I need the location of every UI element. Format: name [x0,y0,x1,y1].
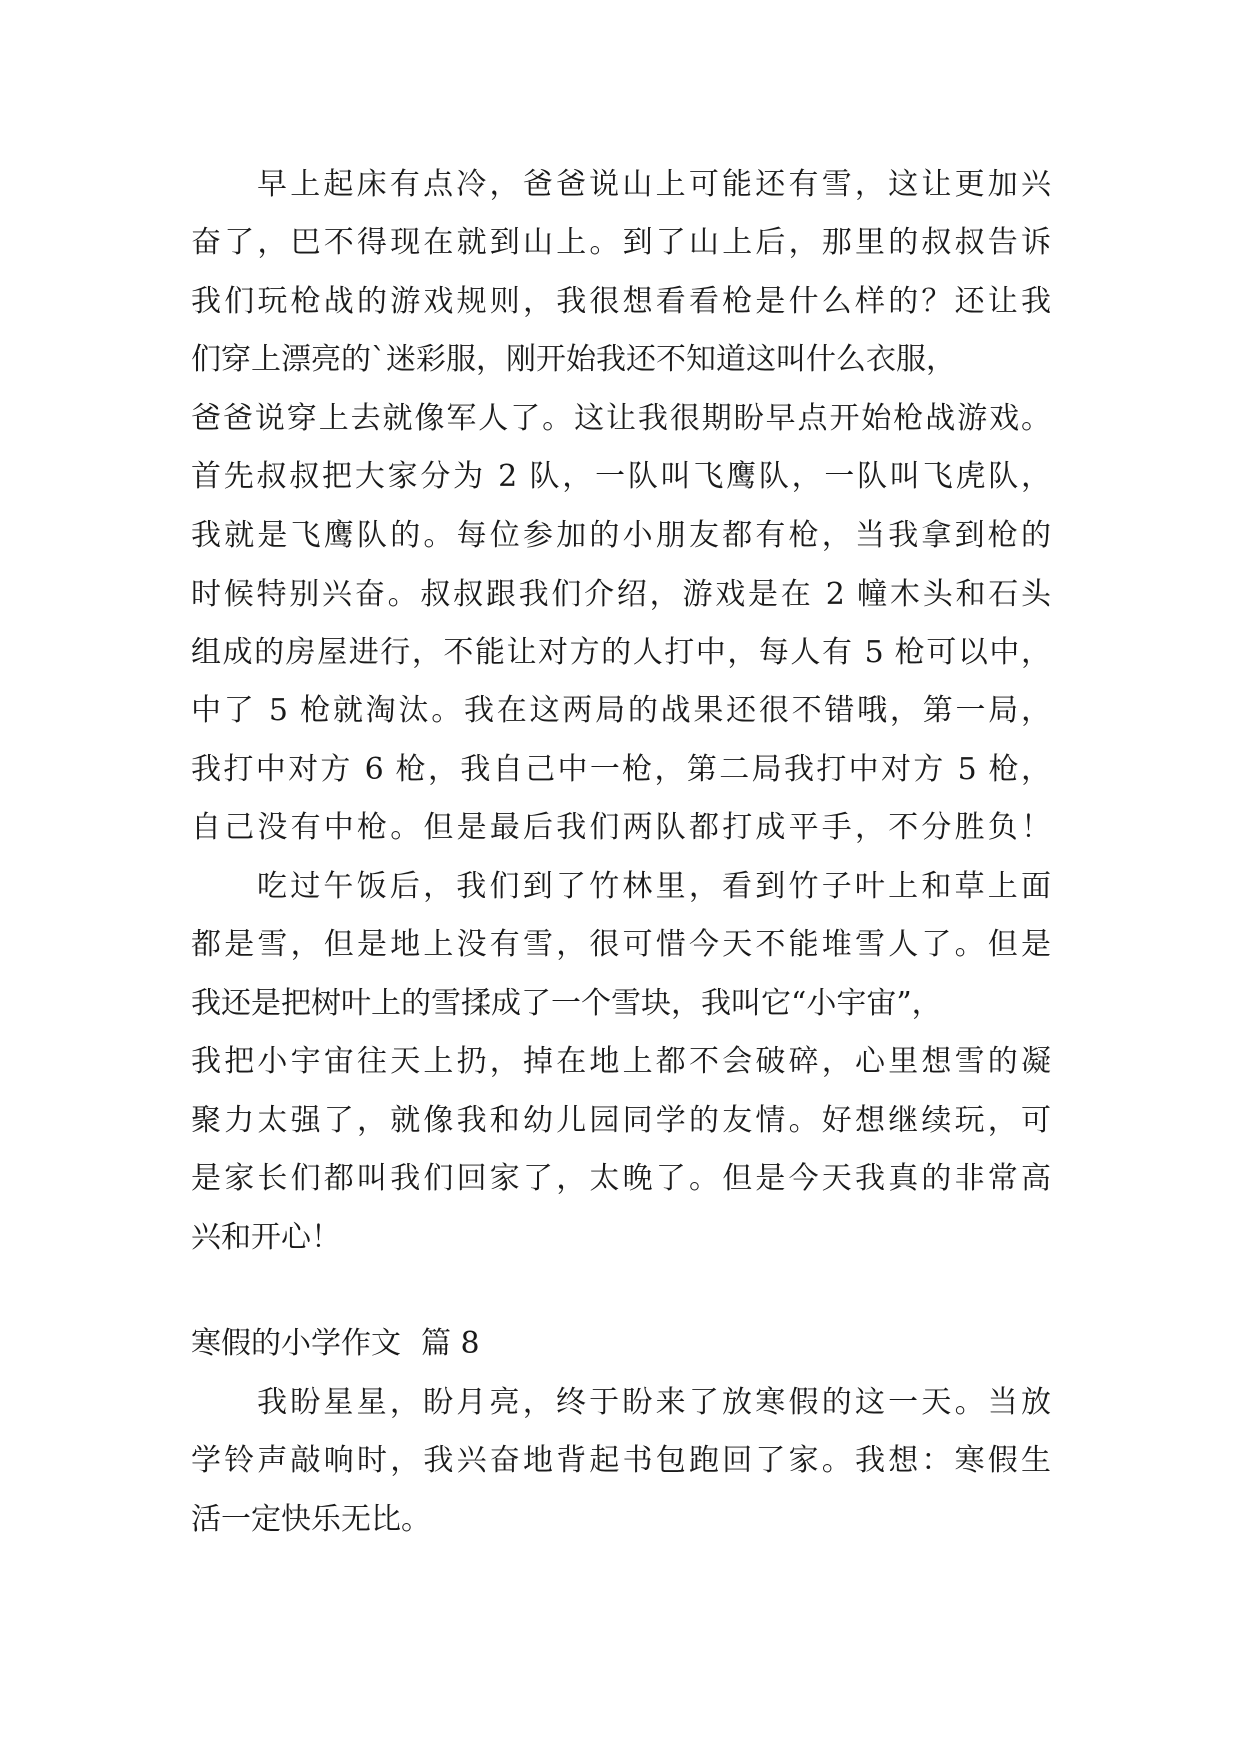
paragraph-2-line-5: 聚力太强了，就像我和幼儿园同学的友情。好想继续玩，可 [191,1103,1051,1138]
paragraph-1-line-4: 们穿上漂亮的`迷彩服，刚开始我还不知道这叫什么衣服， [191,342,956,377]
paragraph-2-line-7: 兴和开心！ [191,1220,341,1255]
paragraph-2-line-6: 是家长们都叫我们回家了，太晚了。但是今天我真的非常高 [191,1161,1051,1196]
paragraph-2-line-1: 吃过午饭后，我们到了竹林里，看到竹子叶上和草上面 [257,869,1051,904]
paragraph-1-line-5: 爸爸说穿上去就像军人了。这让我很期盼早点开始枪战游戏。 [191,401,1051,436]
paragraph-1-line-7: 我就是飞鹰队的。每位参加的小朋友都有枪，当我拿到枪的 [191,518,1051,553]
paragraph-3-line-3: 活一定快乐无比。 [191,1502,431,1537]
paragraph-1-line-8: 时候特别兴奋。叔叔跟我们介绍，游戏是在 2 幢木头和石头 [191,577,1051,612]
paragraph-1-line-9: 组成的房屋进行，不能让对方的人打中，每人有 5 枪可以中， [191,635,1051,670]
paragraph-1-line-3: 我们玩枪战的游戏规则，我很想看看枪是什么样的？还让我 [191,284,1051,319]
paragraph-2-line-2: 都是雪，但是地上没有雪，很可惜今天不能堆雪人了。但是 [191,927,1051,962]
paragraph-1-line-1: 早上起床有点冷，爸爸说山上可能还有雪，这让更加兴 [257,167,1051,202]
paragraph-1-line-2: 奋了，巴不得现在就到山上。到了山上后，那里的叔叔告诉 [191,225,1051,260]
paragraph-1-line-12: 自己没有中枪。但是最后我们两队都打成平手，不分胜负！ [191,810,1051,845]
section-heading-title: 寒假的小学作文 [191,1326,401,1361]
paragraph-2-line-4: 我把小宇宙往天上扔，掉在地上都不会破碎，心里想雪的凝 [191,1044,1051,1079]
paragraph-1-line-6: 首先叔叔把大家分为 2 队，一队叫飞鹰队，一队叫飞虎队， [191,459,1051,494]
paragraph-3-line-2: 学铃声敲响时，我兴奋地背起书包跑回了家。我想：寒假生 [191,1443,1051,1478]
paragraph-1-line-10: 中了 5 枪就淘汰。我在这两局的战果还很不错哦，第一局， [191,693,1051,728]
section-heading-number: 篇 8 [421,1326,480,1361]
paragraph-1-line-11: 我打中对方 6 枪，我自己中一枪，第二局我打中对方 5 枪， [191,752,1051,787]
section-heading [191,1319,480,1369]
paragraph-2-line-3: 我还是把树叶上的雪揉成了一个雪块，我叫它“小宇宙”， [191,986,942,1021]
paragraph-3-line-1: 我盼星星，盼月亮，终于盼来了放寒假的这一天。当放 [257,1385,1051,1420]
